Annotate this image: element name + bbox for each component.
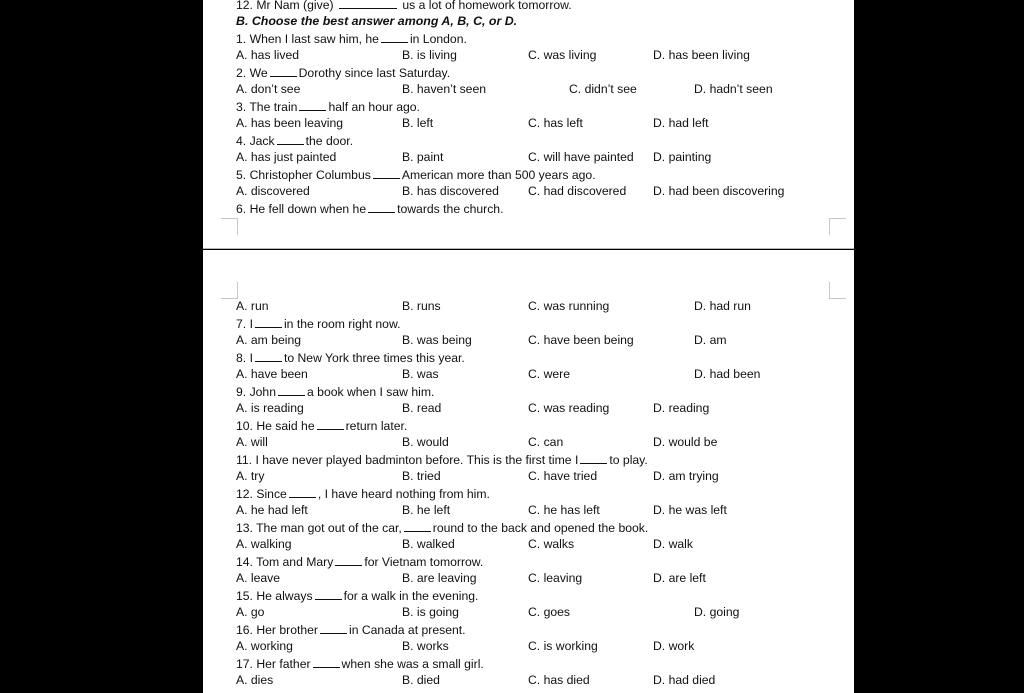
question-12-top <box>236 0 572 13</box>
question-line <box>236 520 648 536</box>
question-text: Christopher Columbus <box>249 168 371 182</box>
answer-option[interactable]: A. is reading <box>236 401 304 415</box>
page-corner-mark <box>221 218 238 235</box>
answer-option[interactable]: A. has lived <box>236 48 300 62</box>
answer-option[interactable]: C. he has left <box>528 503 600 517</box>
answer-option[interactable]: D. am trying <box>653 469 719 483</box>
question-number: 6. <box>236 202 250 216</box>
answer-option[interactable]: C. have tried <box>528 469 598 483</box>
answer-option[interactable]: A. has been leaving <box>236 116 344 130</box>
question-number: 1. <box>236 32 250 46</box>
answer-option[interactable]: D. are left <box>653 571 706 585</box>
question-line <box>236 65 450 81</box>
answer-blank[interactable] <box>255 350 282 362</box>
question-number: 5. <box>236 168 250 182</box>
question-text: Her father <box>256 657 311 671</box>
answer-blank[interactable] <box>289 486 316 498</box>
question-line <box>236 167 596 183</box>
answer-option[interactable]: C. have been being <box>528 333 634 347</box>
question-number: 14. <box>236 555 257 569</box>
answer-option[interactable]: B. was <box>402 367 439 381</box>
question-text: half an hour ago. <box>328 100 420 114</box>
answer-option[interactable]: A. dies <box>236 673 274 687</box>
answer-option[interactable]: C. goes <box>528 605 571 619</box>
question-text: Her brother <box>256 623 318 637</box>
answer-option[interactable]: D. painting <box>653 150 712 164</box>
question-number: 11. <box>236 453 256 467</box>
answer-blank[interactable] <box>580 452 607 464</box>
question-text: a book when I saw him. <box>307 385 435 399</box>
answer-option[interactable]: D. reading <box>653 401 710 415</box>
answer-option[interactable]: D. am <box>694 333 727 347</box>
answer-option[interactable]: A. will <box>236 435 268 449</box>
answer-option[interactable]: A. go <box>236 605 265 619</box>
question-line <box>236 316 400 332</box>
answer-option[interactable]: B. tried <box>402 469 441 483</box>
answer-option[interactable]: C. were <box>528 367 570 381</box>
answer-option[interactable]: D. hadn’t seen <box>694 82 773 96</box>
question-text: round to the back and opened the book. <box>432 521 649 535</box>
answer-blank[interactable] <box>315 588 342 600</box>
answer-option[interactable]: B. has discovered <box>402 184 499 198</box>
answer-option[interactable]: B. would <box>402 435 449 449</box>
question-text: The train <box>249 100 298 114</box>
answer-blank[interactable] <box>404 520 431 532</box>
question-text: Since <box>256 487 287 501</box>
question-line <box>236 133 353 149</box>
answer-blank[interactable] <box>320 622 347 634</box>
question-text: John <box>249 385 276 399</box>
answer-option[interactable]: B. walked <box>402 537 455 551</box>
question-text: to New York three times this year. <box>283 351 465 365</box>
answer-option[interactable]: A. leave <box>236 571 281 585</box>
answer-option[interactable]: A. don’t see <box>236 82 301 96</box>
answer-option[interactable]: C. has left <box>528 116 583 130</box>
answer-option[interactable]: D. would be <box>653 435 718 449</box>
answer-option[interactable]: B. works <box>402 639 449 653</box>
question-text: Jack <box>249 134 275 148</box>
question-number: 16. <box>236 623 257 637</box>
answer-blank[interactable] <box>255 316 282 328</box>
answer-option[interactable]: A. discovered <box>236 184 310 198</box>
question-number: 4. <box>236 134 250 148</box>
answer-option[interactable]: D. going <box>694 605 740 619</box>
answer-option[interactable]: A. run <box>236 299 269 313</box>
question-line <box>236 384 434 400</box>
answer-option[interactable]: C. was living <box>528 48 597 62</box>
answer-option[interactable]: B. died <box>402 673 440 687</box>
question-text: Tom and Mary <box>256 555 334 569</box>
answer-option[interactable]: B. read <box>402 401 442 415</box>
question-text: I have never played badminton before. This is the first time I <box>255 453 579 467</box>
answer-option[interactable]: A. he had left <box>236 503 308 517</box>
question-text: in Canada at present. <box>348 623 466 637</box>
question-text: for Vietnam tomorrow. <box>364 555 484 569</box>
answer-option[interactable]: C. has died <box>528 673 590 687</box>
question-line <box>236 622 466 638</box>
question-line <box>236 99 420 115</box>
answer-option[interactable]: C. is working <box>528 639 598 653</box>
question-text: for a walk in the evening. <box>343 589 479 603</box>
question-text: He fell down when he <box>249 202 367 216</box>
answer-blank[interactable] <box>381 31 408 43</box>
answer-option[interactable]: B. he left <box>402 503 451 517</box>
answer-option[interactable]: B. haven’t seen <box>402 82 487 96</box>
answer-option[interactable]: B. paint <box>402 150 444 164</box>
question-text: American more than 500 years ago. <box>401 168 596 182</box>
question-text: He always <box>256 589 313 603</box>
answer-option[interactable]: C. was reading <box>528 401 610 415</box>
document-page-2 <box>203 250 854 693</box>
section-heading: B. Choose the best answer among A, B, C, or D. <box>236 14 518 28</box>
answer-option[interactable]: C. leaving <box>528 571 583 585</box>
answer-blank <box>339 0 397 9</box>
page-corner-mark <box>829 218 846 235</box>
question-number: 13. <box>236 521 257 535</box>
question-number: 12. <box>236 0 253 12</box>
question-text: return later. <box>345 419 408 433</box>
question-number: 9. <box>236 385 250 399</box>
answer-option[interactable]: B. left <box>402 116 434 130</box>
page-separator <box>203 248 854 249</box>
answer-option[interactable]: A. am being <box>236 333 302 347</box>
answer-option[interactable]: A. try <box>236 469 265 483</box>
question-text: I <box>249 317 253 331</box>
answer-option[interactable]: C. can <box>528 435 564 449</box>
answer-option[interactable]: B. are leaving <box>402 571 477 585</box>
answer-option[interactable]: B. was being <box>402 333 472 347</box>
question-number: 7. <box>236 317 250 331</box>
question-number: 12. <box>236 487 257 501</box>
answer-blank[interactable] <box>313 656 340 668</box>
question-number: 15. <box>236 589 257 603</box>
question-text: the door. <box>305 134 354 148</box>
answer-option[interactable]: D. he was left <box>653 503 727 517</box>
answer-option[interactable]: C. didn’t see <box>569 82 637 96</box>
answer-option[interactable]: A. walking <box>236 537 292 551</box>
question-number: 8. <box>236 351 250 365</box>
answer-blank[interactable] <box>373 167 400 179</box>
answer-option[interactable]: A. has just painted <box>236 150 337 164</box>
question-text: I <box>249 351 253 365</box>
answer-option[interactable]: A. have been <box>236 367 308 381</box>
question-text: Dorothy since last Saturday. <box>298 66 451 80</box>
answer-blank[interactable] <box>270 65 297 77</box>
question-text: towards the church. <box>397 202 504 216</box>
question-text: Mr Nam (give) <box>256 0 334 12</box>
question-line <box>236 656 484 672</box>
answer-option[interactable]: D. had run <box>694 299 751 313</box>
question-text: in the room right now. <box>283 317 401 331</box>
question-line <box>236 350 465 366</box>
answer-option[interactable]: D. had left <box>653 116 709 130</box>
page-corner-mark <box>221 282 238 299</box>
answer-option[interactable]: B. runs <box>402 299 441 313</box>
answer-blank[interactable] <box>317 418 344 430</box>
question-text: in London. <box>409 32 467 46</box>
answer-option[interactable]: D. had been discovering <box>653 184 785 198</box>
question-number: 17. <box>236 657 257 671</box>
answer-option[interactable]: B. is going <box>402 605 459 619</box>
answer-option[interactable]: D. has been living <box>653 48 750 62</box>
question-text: The man got out of the car, <box>256 521 402 535</box>
question-text: We <box>249 66 268 80</box>
answer-option[interactable]: D. work <box>653 639 695 653</box>
answer-option[interactable]: C. walks <box>528 537 575 551</box>
question-text: When I last saw him, he <box>249 32 379 46</box>
question-line <box>236 486 490 502</box>
question-text: He said he <box>256 419 315 433</box>
question-line <box>236 554 483 570</box>
answer-blank[interactable] <box>277 133 304 145</box>
question-text: when she was a small girl. <box>341 657 484 671</box>
question-text: to play. <box>609 453 648 467</box>
answer-option[interactable]: C. was running <box>528 299 610 313</box>
answer-option[interactable]: B. is living <box>402 48 457 62</box>
question-line <box>236 588 478 604</box>
question-line <box>236 418 407 434</box>
answer-option[interactable]: D. walk <box>653 537 693 551</box>
question-line <box>236 201 503 217</box>
answer-blank[interactable] <box>368 201 395 213</box>
answer-option[interactable]: A. working <box>236 639 293 653</box>
question-line <box>236 31 467 47</box>
answer-option[interactable]: C. will have painted <box>528 150 634 164</box>
question-number: 3. <box>236 100 250 114</box>
answer-blank[interactable] <box>299 99 326 111</box>
answer-option[interactable]: C. had discovered <box>528 184 627 198</box>
answer-option[interactable]: D. had died <box>653 673 716 687</box>
answer-blank[interactable] <box>335 554 362 566</box>
question-text: us a lot of homework tomorrow. <box>402 0 572 12</box>
question-line <box>236 452 648 468</box>
answer-blank[interactable] <box>278 384 305 396</box>
document-page-1 <box>203 0 854 249</box>
question-number: 2. <box>236 66 250 80</box>
question-number: 10. <box>236 419 257 433</box>
page-corner-mark <box>829 282 846 299</box>
answer-option[interactable]: D. had been <box>694 367 761 381</box>
question-text: , I have heard nothing from him. <box>317 487 490 501</box>
